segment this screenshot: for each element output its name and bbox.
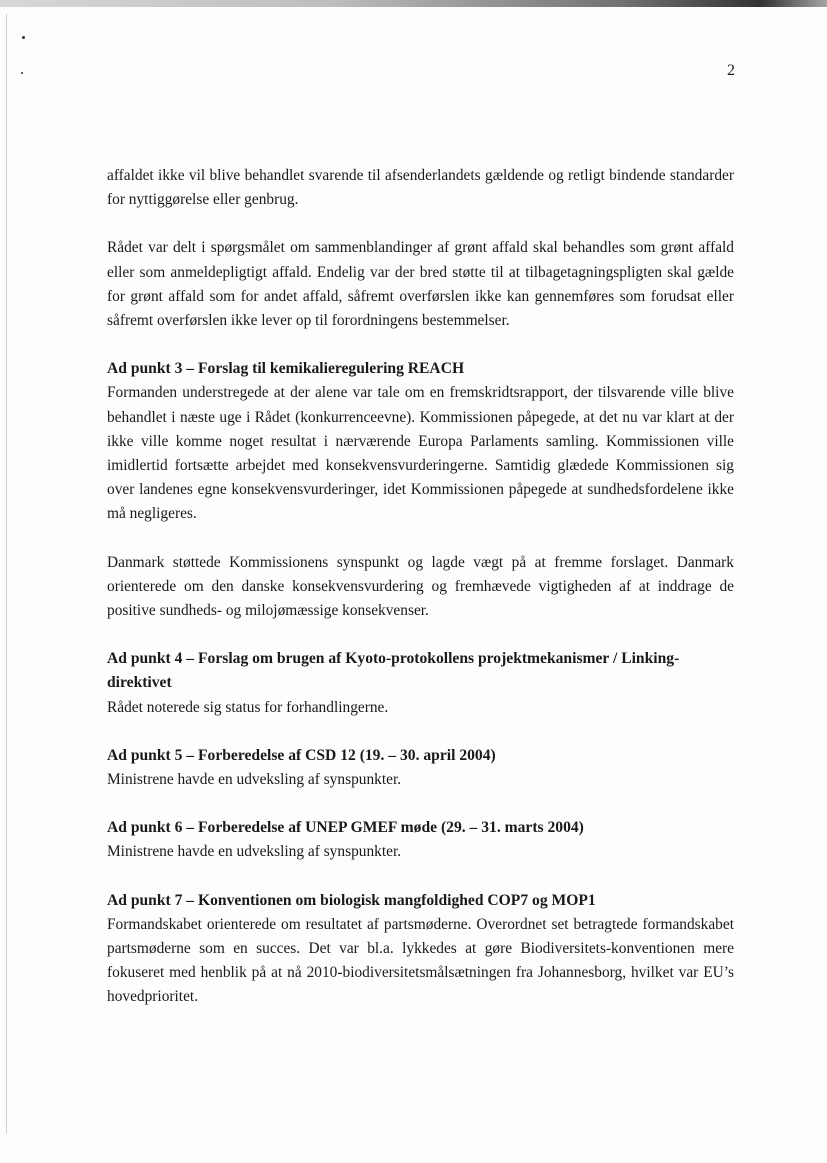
- section-punkt-3: [107, 357, 734, 623]
- section-paragraph: Ministrene havde en udveksling af synspunkter.: [107, 771, 402, 789]
- section-punkt-5: [107, 744, 734, 792]
- page-number: 2: [727, 62, 735, 79]
- section-paragraph: Formanden understregede at der alene var tale om en fremskridtsrapport, der tilsvarende ville blive behandlet i næste uge i Rådet (konkurrenceevne). Kommissionen påpegede, at det nu var klart at der ikke ville komme noget resultat i nærværende Europa Parlaments samling. Kommissionen ville imidlertid fortsætte arbejdet med konsekvensvurderingerne. Samtidig glædede Kommissionen sig over landenes egne konsekvensvurderinger, idet Kommissionen påpegede at sundhedsfordelene ikke må negligeres.: [107, 384, 734, 523]
- section-heading: Ad punkt 5 – Forberedelse af CSD 12 (19. – 30. april 2004): [107, 746, 496, 764]
- scan-edge-top: [0, 0, 827, 7]
- scan-speck: [22, 36, 25, 39]
- scan-speck: [21, 72, 23, 74]
- intro-paragraph-2: Rådet var delt i spørgsmålet om sammenblandinger af grønt affald skal behandles som grønt affald eller som anmeldepligtigt affald. Endelig var der bred støtte til at tilbagetagningspligten skal gælde for grønt affald som for andet affald, såfremt overførslen ikke kan gennemføres som forudsat eller såfremt overførslen ikke lever op til forordningens bestemmelser.: [107, 239, 734, 330]
- section-paragraph: Ministrene havde en udveksling af synspunkter.: [107, 843, 402, 861]
- section-heading: Ad punkt 6 – Forberedelse af UNEP GMEF møde (29. – 31. marts 2004): [107, 819, 584, 837]
- section-heading: Ad punkt 3 – Forslag til kemikalieregulering REACH: [107, 360, 465, 378]
- section-punkt-6: [107, 816, 734, 864]
- section-heading: Ad punkt 4 – Forslag om brugen af Kyoto-protokollens projektmekanismer / Linking-direktivet: [107, 650, 680, 692]
- document-body: [107, 164, 734, 1034]
- section-heading: Ad punkt 7 – Konventionen om biologisk mangfoldighed COP7 og MOP1: [107, 891, 596, 909]
- section-paragraph: Rådet noterede sig status for forhandlingerne.: [107, 698, 389, 716]
- section-paragraph: Danmark støttede Kommissionens synspunkt og lagde vægt på at fremme forslaget. Danmark orienterede om den danske konsekvensvurdering og fremhævede vigtigheden af at inddrage de positive sundheds- og milojømæssige konsekvenser.: [107, 553, 734, 620]
- section-punkt-4: [107, 647, 734, 720]
- intro-paragraph-1: affaldet ikke vil blive behandlet svarende til afsenderlandets gældende og retligt bindende standarder for nyttiggørelse eller genbrug.: [107, 167, 734, 209]
- section-paragraph: Formandskabet orienterede om resultatet af partsmøderne. Overordnet set betragtede formandskabet partsmøderne som en succes. Det var bl.a. lykkedes at gøre Biodiversitets-konventionen mere fokuseret med henblik på at nå 2010-biodiversitetsmålsætningen fra Johannesborg, hvilket var EU’s hovedprioritet.: [107, 915, 734, 1006]
- section-punkt-7: [107, 889, 734, 1010]
- scan-edge-left: [6, 14, 7, 1134]
